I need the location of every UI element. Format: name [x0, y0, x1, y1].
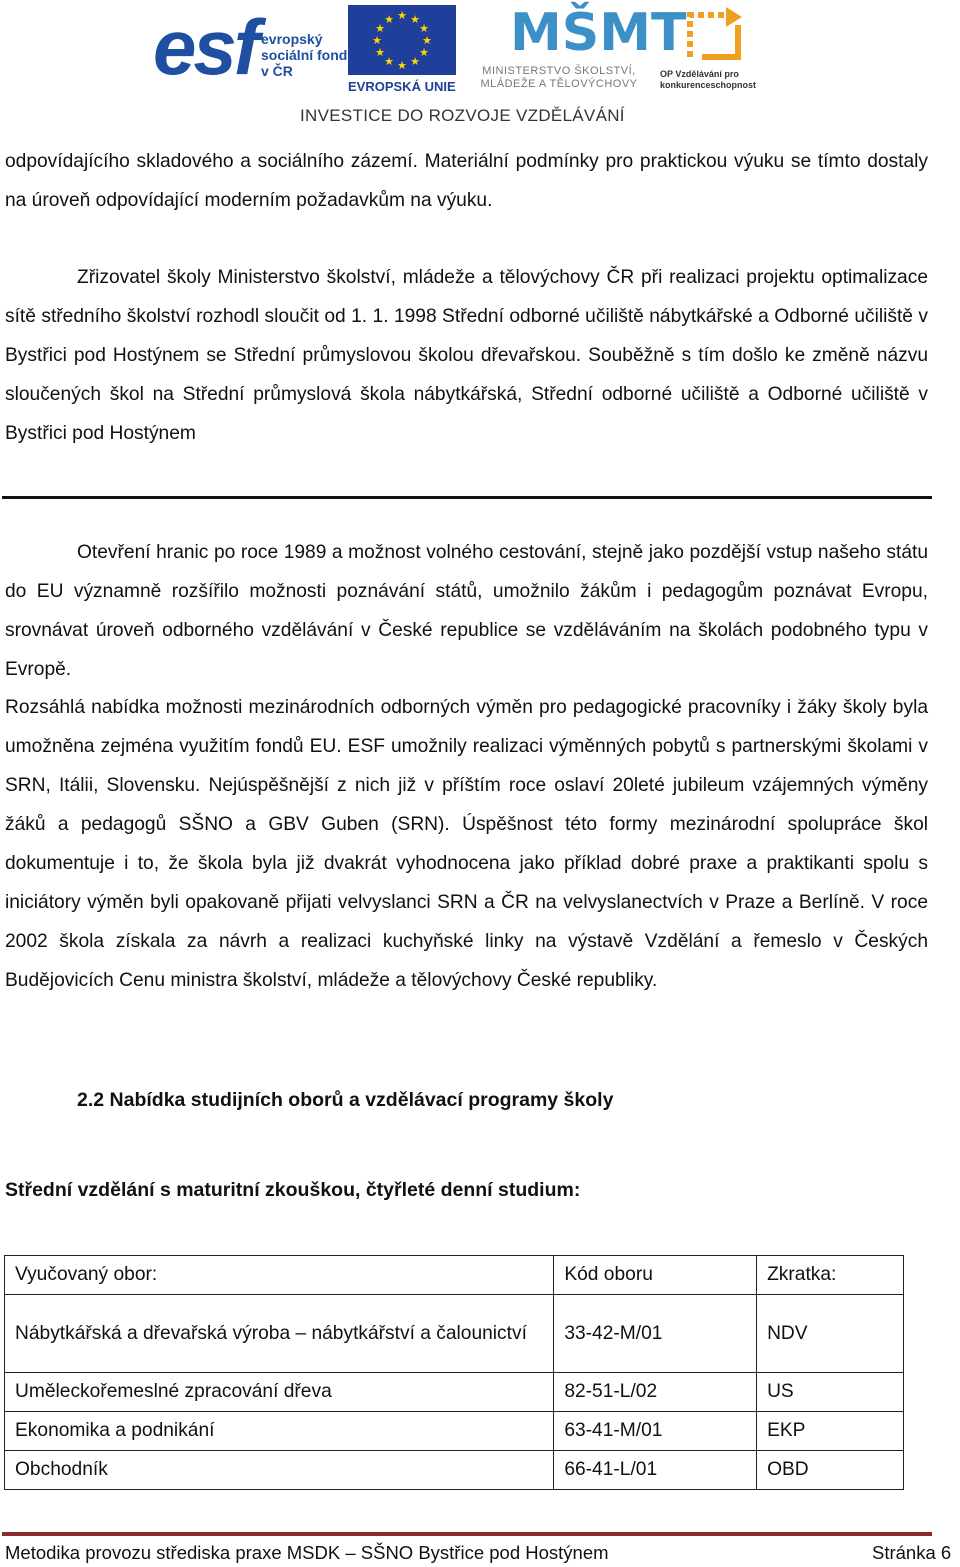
table-row	[5, 1373, 904, 1412]
table-row	[5, 1295, 904, 1373]
page-header	[0, 0, 960, 130]
table-row	[5, 1451, 904, 1490]
svg-text:★: ★	[419, 23, 429, 35]
table-header-cell: Vyučovaný obor:	[5, 1256, 554, 1295]
esf-wordmark: esf	[153, 3, 257, 91]
footer-page-number: Stránka 6	[872, 1542, 952, 1563]
subsection-heading: Střední vzdělání s maturitní zkouškou, čtyřleté denní studium:	[5, 1179, 581, 1201]
eu-logo	[348, 5, 458, 97]
paragraph-2: Zřizovatel školy Ministerstvo školství, mládeže a tělovýchovy ČR při realizaci projektu optimalizace sítě středního školství rozhodl sloučit od 1. 1. 1998 Střední odborné učiliště nábytkářské a Odborné učiliště v Bystřici pod Hostýnem se Střední průmyslovou školou dřevařskou. Souběžně s tím došlo ke změně názvu sloučených škol na Střední průmyslová škola nábytkářská, Střední odborné učiliště a Odborné učiliště v Bystřici pod Hostýnem	[5, 267, 928, 444]
section-divider	[2, 496, 932, 499]
msmt-logo	[466, 3, 687, 97]
esf-logo	[153, 3, 348, 97]
paragraph-3: Otevření hranic po roce 1989 a možnost volného cestování, stejně jako pozdější vstup našeho státu do EU významně rozšířilo možnosti poznávání států, umožnilo žákům i pedagogům poznávat Evropu, srovnávat úroveň odborného vzdělávání v České republice se vzděláváním na školách podobného typu v Evropě.	[5, 542, 928, 680]
eu-stars-icon	[348, 5, 456, 75]
svg-text:★: ★	[397, 60, 407, 72]
op-text: OP Vzdělávání pro konkurenceschopnost	[660, 69, 757, 90]
svg-text:★: ★	[384, 56, 394, 68]
table-cell-zkratka: EKP	[757, 1412, 904, 1451]
svg-text:★: ★	[375, 23, 385, 35]
obory-table	[4, 1255, 904, 1490]
svg-text:★: ★	[419, 47, 429, 59]
op-logo	[660, 5, 780, 97]
svg-text:★: ★	[410, 56, 420, 68]
svg-text:★: ★	[397, 10, 407, 22]
paragraph-1: odpovídajícího skladového a sociálního zázemí. Materiální podmínky pro praktickou výuku se tímto dostaly na úroveň odpovídající moderním požadavkům na výuku.	[5, 151, 928, 211]
table-cell-zkratka: OBD	[757, 1451, 904, 1490]
table-cell-obor: Obchodník	[5, 1451, 554, 1490]
svg-text:★: ★	[384, 14, 394, 26]
eu-flag-icon	[348, 5, 456, 75]
svg-text:★: ★	[375, 47, 385, 59]
table-row	[5, 1412, 904, 1451]
table-cell-kod: 82-51-L/02	[554, 1373, 757, 1412]
esf-subtitle: evropský sociální fond v ČR	[261, 31, 348, 79]
table-cell-kod: 66-41-L/01	[554, 1451, 757, 1490]
table-header-row	[5, 1256, 904, 1295]
table-header-cell: Zkratka:	[757, 1256, 904, 1295]
table-cell-zkratka: NDV	[757, 1295, 904, 1373]
paragraph-4: Rozsáhlá nabídka možnosti mezinárodních odborných výměn pro pedagogické pracovníky i žáky školy byla umožněna zejména využitím fondů EU. ESF umožnily realizaci výměnných pobytů s partnerskými školami v SRN, Itálii, Slovensku. Nejúspěšnější z nich již v příštím roce oslaví 20leté jubileum vzájemných výměny žáků a pedagogů SŠNO a GBV Guben (SRN). Úspěšnost této formy mezinárodní spolupráce škol dokumentuje i to, že škola byla již dvakrát vyhodnocena jako příklad dobré praxe a praktikanti spolu s iniciátory výměn byli opakovaně přijati velvyslanci SRN a ČR na velvyslanectvích v Praze a Berlíně. V roce 2002 škola získala za návrh a realizaci kuchyňské linky na výstavě Vzdělání a řemeslo v Českých Budějovicích Cenu ministra školství, mládeže a tělovýchovy České republiky.	[5, 697, 928, 991]
table-cell-obor: Ekonomika a podnikání	[5, 1412, 554, 1451]
table-cell-obor: Nábytkářská a dřevařská výroba – nábytkářství a čalounictví	[5, 1295, 554, 1373]
invest-tagline: INVESTICE DO ROZVOJE VZDĚLÁVÁNÍ	[300, 106, 625, 125]
msmt-text: MINISTERSTVO ŠKOLSTVÍ, MLÁDEŽE A TĚLOVÝCHOVY	[480, 65, 638, 90]
footer-divider	[2, 1532, 932, 1536]
svg-text:★: ★	[410, 14, 420, 26]
table-header-cell: Kód oboru	[554, 1256, 757, 1295]
svg-text:★: ★	[422, 35, 432, 47]
table-cell-obor: Uměleckořemeslné zpracování dřeva	[5, 1373, 554, 1412]
footer-document-title: Metodika provozu střediska praxe MSDK – SŠNO Bystřice pod Hostýnem	[5, 1542, 609, 1563]
op-arrow-icon	[682, 5, 748, 67]
msmt-mark: MŠMT	[510, 3, 687, 63]
table-cell-kod: 33-42-M/01	[554, 1295, 757, 1373]
svg-text:★: ★	[372, 35, 382, 47]
table-cell-zkratka: US	[757, 1373, 904, 1412]
table-cell-kod: 63-41-M/01	[554, 1412, 757, 1451]
eu-label: EVROPSKÁ UNIE	[348, 79, 456, 94]
section-heading: 2.2 Nabídka studijních oborů a vzdělávací programy školy	[77, 1089, 614, 1111]
